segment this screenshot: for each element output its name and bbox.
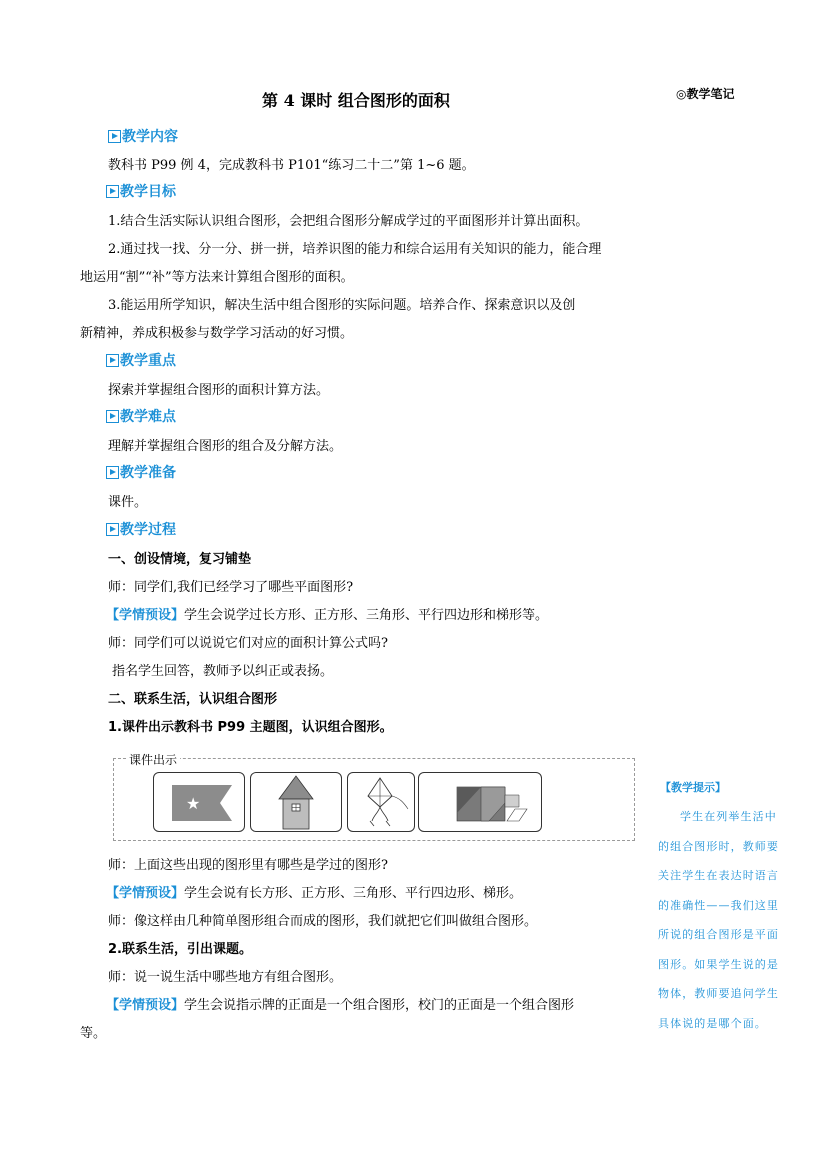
goal-2-line-2: 地运用“割”“补”等方法来计算组合图形的面积。 [80,270,354,285]
difficult-text: 理解并掌握组合图形的组合及分解方法。 [108,439,343,454]
goal-3-line-2: 新精神，养成积极参与数学学习活动的好习惯。 [80,326,354,341]
process-line-7: 师：像这样由几种简单图形组合而成的图形，我们就把它们叫做组合图形。 [108,914,538,929]
key-text: 探索并掌握组合图形的面积计算方法。 [108,383,330,398]
goal-3-line-1: 3.能运用所学知识，解决生活中组合图形的实际问题。培养合作、探索意识以及创 [108,298,576,313]
tips-body: 学生在列举生活中的组合图形时，教师要关注学生在表达时语言的准确性——我们这里所说的组合图形是平面图形。如果学生说的是物体，教师要追问学生具体说的是哪个面。 [658,810,779,1030]
flag-shape [154,773,244,831]
section-key-points: 教学重点 [106,350,176,370]
preset-tag: 【学情预设】 [106,886,185,901]
house-figure [250,772,342,832]
process-line-9a: 【学情预设】学生会说指示牌的正面是一个组合图形，校门的正面是一个组合图形 [106,998,575,1013]
play-icon [106,354,119,367]
house-shape [251,773,341,831]
part-1-heading: 一、创设情境，复习铺垫 [108,552,252,567]
play-icon [108,130,121,143]
process-line-1: 师：同学们,我们已经学习了哪些平面图形? [108,580,354,595]
play-icon [106,185,119,198]
goal-1: 1.结合生活实际认识组合图形，会把组合图形分解成学过的平面图形并计算出面积。 [108,214,589,229]
process-line-8: 师：说一说生活中哪些地方有组合图形。 [108,970,343,985]
play-icon [106,410,119,423]
courseware-label: 课件出示 [126,751,180,768]
preset-tag: 【学情预设】 [106,608,185,623]
process-line-9b: 等。 [80,1026,107,1041]
tangram-figure [418,772,542,832]
section-preparation: 教学准备 [106,462,176,482]
preset-tag: 【学情预设】 [106,998,185,1013]
step-1: 1.课件出示教科书 P99 主题图，认识组合图形。 [108,720,393,735]
process-line-3: 师：同学们可以说说它们对应的面积计算公式吗? [108,636,388,651]
prep-text: 课件。 [108,495,148,510]
content-text: 教科书 P99 例 4，完成教科书 P101“练习二十二”第 1~6 题。 [108,158,475,173]
section-teaching-goals: 教学目标 [106,181,176,201]
section-teaching-content: 教学内容 [108,126,178,146]
tangram-shape [419,773,541,831]
kite-shape [348,773,414,831]
process-line-2: 【学情预设】学生会说学过长方形、正方形、三角形、平行四边形和梯形等。 [106,608,549,623]
play-icon [106,523,119,536]
tips-heading: 【教学提示】 [660,781,726,794]
section-difficult-points: 教学难点 [106,406,176,426]
play-icon [106,466,119,479]
section-process: 教学过程 [106,519,176,539]
flag-figure [153,772,245,832]
process-line-5: 师：上面这些出现的图形里有哪些是学过的图形? [108,858,388,873]
step-2: 2.联系生活，引出课题。 [108,942,252,957]
star-icon: ★ [186,794,201,813]
process-line-6: 【学情预设】学生会说有长方形、正方形、三角形、平行四边形、梯形。 [106,886,523,901]
kite-figure [347,772,415,832]
process-line-4: 指名学生回答，教师予以纠正或表扬。 [112,664,334,679]
page-title: 第 4 课时 组合图形的面积 [262,91,450,110]
teaching-notes-header: ◎教学笔记 [676,87,735,101]
part-2-heading: 二、联系生活，认识组合图形 [108,692,278,707]
goal-2-line-1: 2.通过找一找、分一分、拼一拼，培养识图的能力和综合运用有关知识的能力，能合理 [108,242,602,257]
